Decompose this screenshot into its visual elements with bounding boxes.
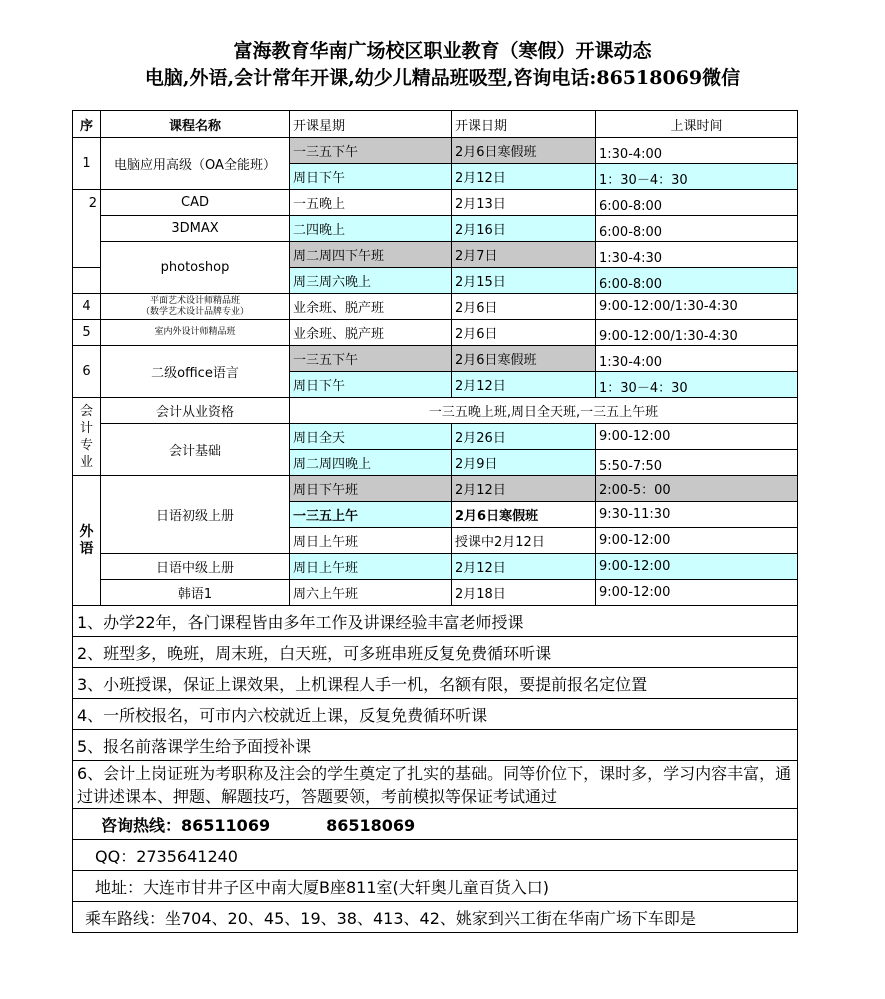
course-date: 2月7日 [452,242,596,268]
table-row [73,398,798,424]
col-header-num: 序 [73,111,101,138]
course-week: 一五晚上 [290,190,452,216]
contact-row [73,809,798,840]
address: 地址：大连市甘井子区中南大厦B座811室(大轩奥儿童百货入口) [73,871,798,902]
course-date: 2月26日 [452,424,596,450]
table-row [73,138,798,164]
course-week: 二四晚上 [290,216,452,242]
course-date: 2月12日 [452,476,596,502]
course-week: 周二周四下午班 [290,242,452,268]
course-name: 会计基础 [101,424,290,476]
bus-route: 乘车路线：坐704、20、45、19、38、413、42、姚家到兴工街在华南广场下车即是 [73,902,798,933]
col-header-date: 开课日期 [452,111,596,138]
hotline [73,809,798,840]
course-name: 日语初级上册 [101,476,290,554]
page-subtitle: 电脑,外语,会计常年开课,幼少儿精品班吸型,咨询电话:86518069微信 [144,67,741,89]
course-schedule-note: 一三五晚上班,周日全天班,一三五上午班 [290,398,798,424]
category-accounting-label: 会计专业 [79,403,93,470]
course-week: 周日上午班 [290,554,452,580]
course-time: 1:30-4:00 [596,138,798,164]
row-number: 1 [73,138,101,190]
course-date: 2月13日 [452,190,596,216]
course-date: 2月12日 [452,372,596,398]
course-date: 2月18日 [452,580,596,606]
course-week: 周日上午班 [290,528,452,554]
course-name: 3DMAX [101,216,290,242]
course-name: 电脑应用高级（OA全能班） [101,138,290,190]
table-row [73,320,798,346]
schedule-table [72,110,798,933]
note-row [73,730,798,761]
course-date: 2月6日 [452,320,596,346]
contact-row [73,840,798,871]
row-number: 5 [73,320,101,346]
course-name [101,294,290,320]
course-date: 2月6日 [452,294,596,320]
course-date: 2月12日 [452,554,596,580]
note-row [73,699,798,730]
course-week: 周日全天 [290,424,452,450]
course-name: 二级office语言 [101,346,290,398]
course-date: 2月6日寒假班 [452,502,596,528]
contact-row [73,871,798,902]
course-date: 2月6日寒假班 [452,138,596,164]
course-time: 5:50-7:50 [596,450,798,476]
course-time: 9:00-12:00/1:30-4:30 [596,320,798,346]
row-number: 2 [73,190,101,268]
category-accounting [73,398,101,476]
course-time: 9:00-12:00 [596,528,798,554]
course-date: 2月6日寒假班 [452,346,596,372]
table-row [73,242,798,268]
table-row [73,190,798,216]
table-row [73,216,798,242]
row-number-empty [73,268,101,294]
course-name: 室内外设计师精品班 [101,320,290,346]
table-row [73,346,798,372]
course-time: 9:00-12:00 [596,554,798,580]
course-time: 6:00-8:00 [596,190,798,216]
row-number: 4 [73,294,101,320]
course-name: 会计从业资格 [101,398,290,424]
hotline-number-2: 86518069 [326,815,416,835]
course-date: 2月12日 [452,164,596,190]
course-name: photoshop [101,242,290,294]
course-time: 9:00-12:00/1:30-4:30 [596,294,798,320]
table-row [73,476,798,502]
note-item: 5、报名前落课学生给予面授补课 [73,730,798,761]
course-time: 6:00-8:00 [596,216,798,242]
note-item: 3、小班授课，保证上课效果，上机课程人手一机，名额有限，要提前报名定位置 [73,668,798,699]
note-item: 6、会计上岗证班为考职称及注会的学生奠定了扎实的基础。同等价位下，课时多，学习内容丰富，通过讲述课本、押题、解题技巧，答题要领，考前模拟等保证考试通过 [73,761,798,809]
course-name: CAD [101,190,290,216]
row-number: 6 [73,346,101,398]
note-row [73,637,798,668]
table-row [73,580,798,606]
qq-number: QQ：2735641240 [73,840,798,871]
course-week: 一三五下午 [290,346,452,372]
course-name: 日语中级上册 [101,554,290,580]
course-week: 周日下午 [290,372,452,398]
course-week: 周日下午班 [290,476,452,502]
course-week: 周六上午班 [290,580,452,606]
course-name-line2: （数学艺术设计品牌专业） [140,306,249,317]
page-title: 富海教育华南广场校区职业教育（寒假）开课动态 [233,40,652,62]
course-name-line1: 平面艺术设计师精品班 [149,295,240,306]
course-week: 业余班、脱产班 [290,294,452,320]
course-week: 周日下午 [290,164,452,190]
course-week: 业余班、脱产班 [290,320,452,346]
course-time: 1：30－4：30 [596,372,798,398]
course-week: 周二周四晚上 [290,450,452,476]
note-item: 2、班型多，晚班，周末班，白天班，可多班串班反复免费循环听课 [73,637,798,668]
course-time: 1:30-4:00 [596,346,798,372]
course-date: 2月9日 [452,450,596,476]
course-time: 6:00-8:00 [596,268,798,294]
note-row [73,761,798,809]
table-header-row [73,111,798,138]
course-date: 授课中2月12日 [452,528,596,554]
course-time: 2:00-5：00 [596,476,798,502]
course-time: 1：30－4：30 [596,164,798,190]
col-header-week: 开课星期 [290,111,452,138]
table-row [73,294,798,320]
category-foreign-language-label: 外语 [79,523,94,557]
course-week: 一三五上午 [290,502,452,528]
course-name: 韩语1 [101,580,290,606]
course-date: 2月16日 [452,216,596,242]
note-row [73,606,798,637]
course-time: 9:00-12:00 [596,424,798,450]
course-time: 1:30-4:30 [596,242,798,268]
course-time: 9:00-12:00 [596,580,798,606]
hotline-number-1: 86511069 [181,815,271,835]
course-date: 2月15日 [452,268,596,294]
category-foreign-language [73,476,101,606]
note-item: 1、办学22年，各门课程皆由多年工作及讲课经验丰富老师授课 [73,606,798,637]
hotline-label: 咨询热线： [101,815,182,835]
col-header-time: 上课时间 [596,111,798,138]
table-row [73,554,798,580]
table-row [73,424,798,450]
note-item: 4、一所校报名，可市内六校就近上课，反复免费循环听课 [73,699,798,730]
col-header-course: 课程名称 [101,111,290,138]
course-week: 周三周六晚上 [290,268,452,294]
course-time: 9:30-11:30 [596,502,798,528]
contact-row [73,902,798,933]
course-week: 一三五下午 [290,138,452,164]
note-row [73,668,798,699]
